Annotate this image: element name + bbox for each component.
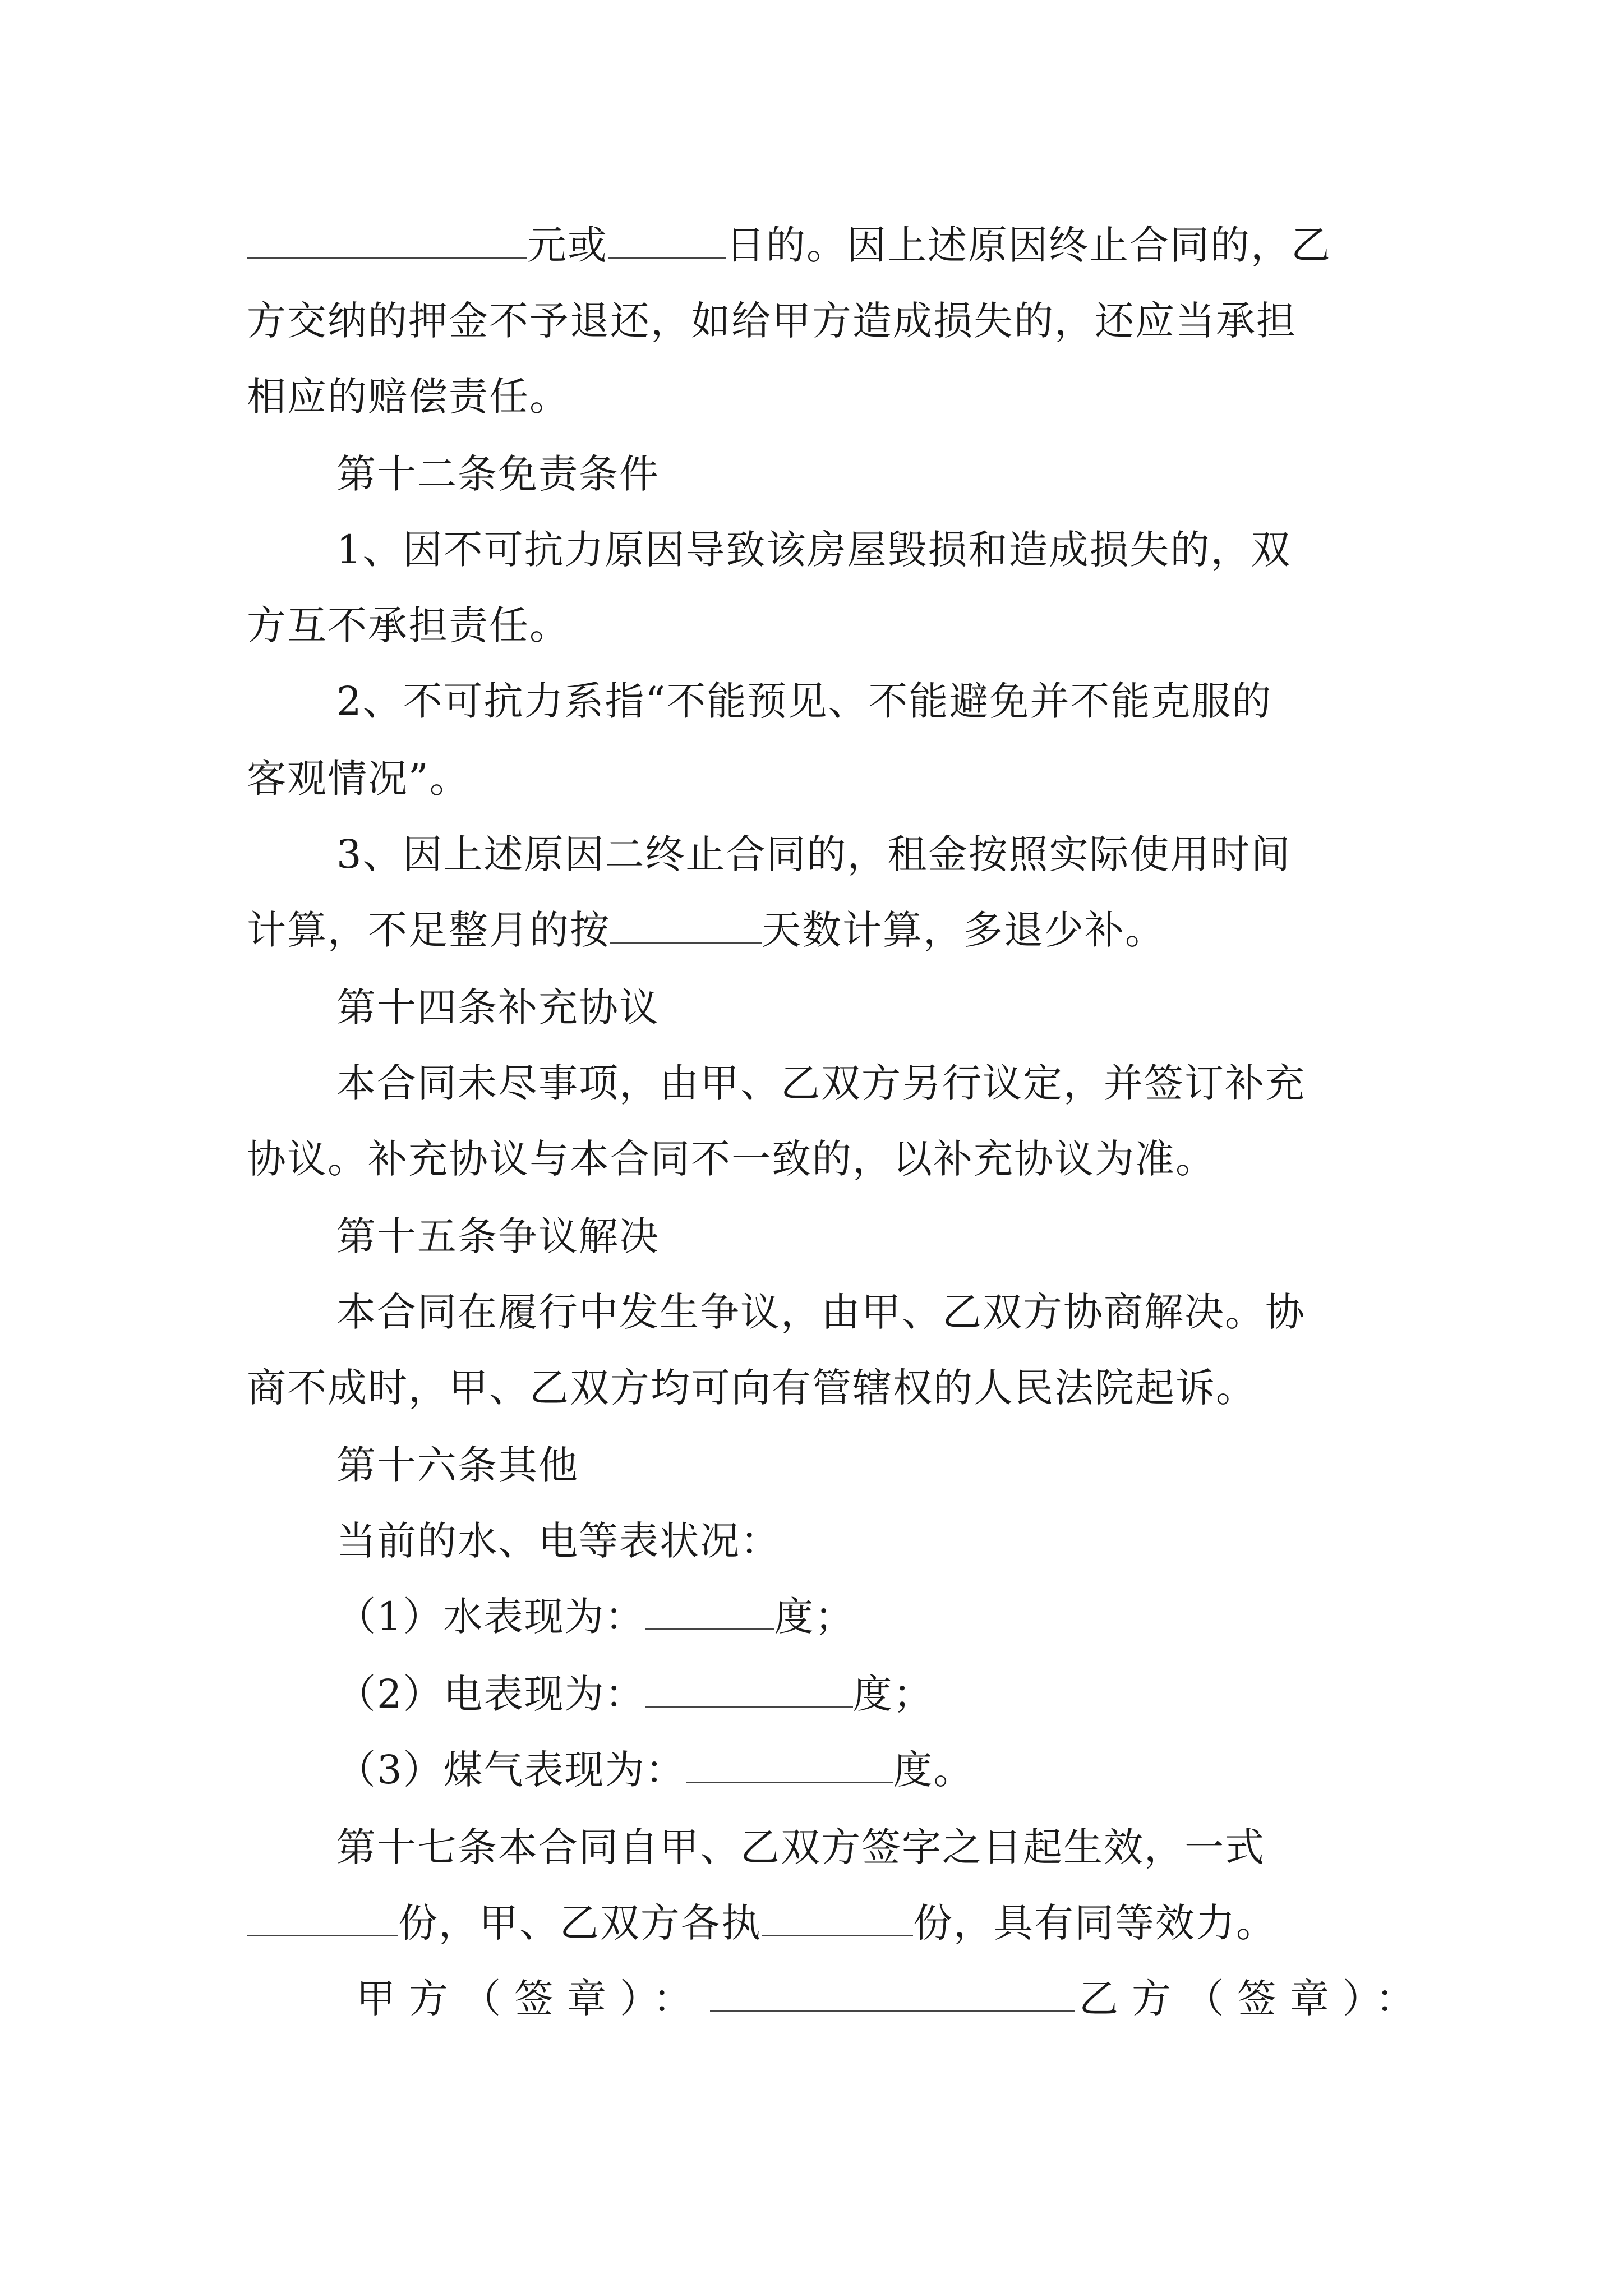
text-line [247,902,1391,958]
text-line: 1、因不可抗力原因导致该房屋毁损和造成损失的，双 [336,527,1292,573]
text-line: 商不成时，甲、乙双方均可向有管辖权的人民法院起诉。 [247,1365,1256,1411]
text-fragment: 元或 [527,222,608,268]
text-line: 本合同未尽事项，由甲、乙双方另行议定，并签订补充 [336,1060,1306,1106]
text-line: 当前的水、电等表状况： [336,1518,781,1564]
copies-line [247,1895,1391,1951]
section-heading: 第十四条补充协议 [336,984,660,1030]
text-line: 第十七条本合同自甲、乙双方签字之日起生效，一式 [336,1824,1265,1870]
text-fragment: （1）水表现为： [336,1594,645,1640]
section-heading: 第十二条免责条件 [336,451,660,497]
text-fragment: 份，甲、乙双方各执 [398,1900,762,1946]
signature-line [356,1971,1428,2027]
text-line: 客观情况”。 [247,756,470,802]
fill-blank-days [608,221,726,259]
text-line: 本合同在履行中发生争议，由甲、乙双方协商解决。协 [336,1289,1306,1335]
fill-blank-copies [247,1899,398,1936]
text-line: 方交纳的押金不予退还，如给甲方造成损失的，还应当承担 [247,298,1297,344]
electric-meter-line [336,1666,1481,1722]
fill-blank-gas-reading [686,1746,893,1783]
text-fragment: （3）煤气表现为： [336,1747,686,1793]
fill-blank-days [610,906,762,944]
party-a-signature-label: 甲方（签章）： [356,1976,706,2022]
text-line: 方互不承担责任。 [247,602,570,648]
water-meter-line [336,1589,1481,1645]
text-fragment: 日的。因上述原因终止合同的，乙 [726,222,1331,268]
text-line: 协议。补充协议与本合同不一致的，以补充协议为准。 [247,1136,1216,1182]
fill-blank-copies-each [762,1899,913,1936]
fill-blank-water-reading [645,1593,774,1630]
section-heading: 第十六条其他 [336,1442,579,1488]
text-line: 2、不可抗力系指“不能预见、不能避免并不能克服的 [336,678,1272,724]
text-fragment: 份，具有同等效力。 [913,1900,1276,1946]
fill-blank-electric-reading [645,1670,853,1708]
fill-blank-amount [247,221,527,259]
text-fragment: （2）电表现为： [336,1671,645,1717]
text-line: 3、因上述原因二终止合同的，租金按照实际使用时间 [336,831,1292,877]
text-fragment: 度； [852,1671,934,1717]
party-b-signature-label: 乙方（签章）： [1079,1976,1428,2022]
text-line: 相应的赔偿责任。 [247,374,570,420]
text-fragment: 度。 [893,1747,974,1793]
text-fragment: 计算，不足整月的按 [247,907,610,953]
text-fragment: 天数计算，多退少补。 [762,907,1165,953]
fill-blank-party-a-signature [710,1975,1075,2012]
section-heading: 第十五条争议解决 [336,1213,660,1259]
text-line [247,217,1391,273]
text-fragment: 度； [774,1594,855,1640]
gas-meter-line [336,1742,1481,1798]
